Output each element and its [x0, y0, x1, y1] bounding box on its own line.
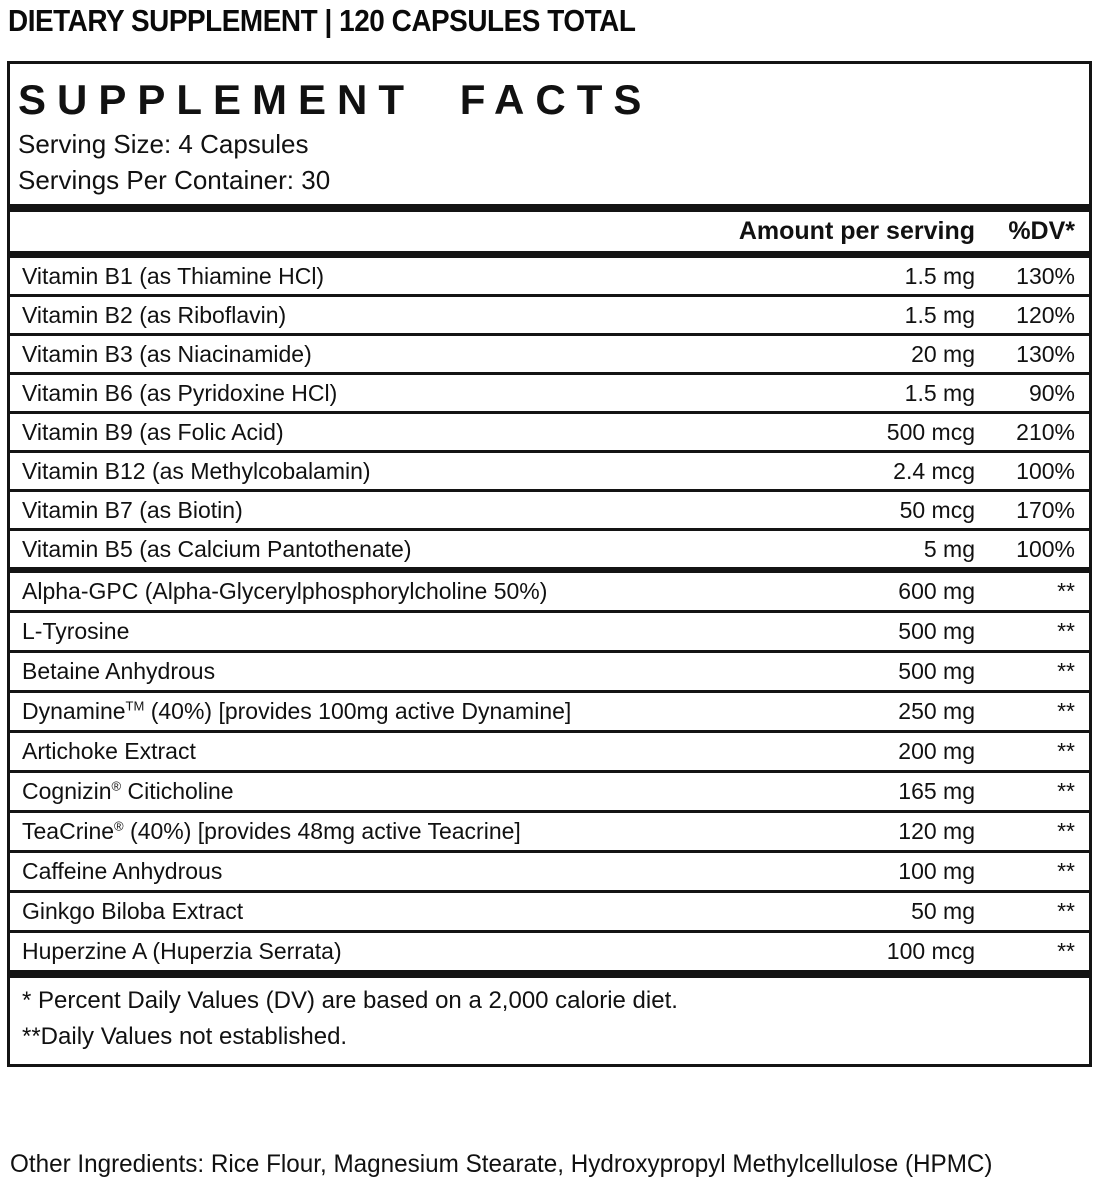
- ingredient-name: [10, 738, 675, 765]
- ingredient-amount: 200 mg: [898, 738, 975, 764]
- ingredient-dv: **: [1057, 618, 1075, 644]
- table-row: [10, 336, 1089, 375]
- ingredient-amount: 5 mg: [923, 535, 975, 562]
- ingredient-dv: **: [1057, 698, 1075, 724]
- ingredient-name-text: Vitamin B3 (as Niacinamide): [22, 340, 312, 367]
- table-row: [10, 773, 1089, 813]
- ingredient-amount: 165 mg: [898, 778, 975, 804]
- ingredient-amount: 50 mg: [911, 898, 975, 924]
- ingredient-name: [10, 938, 675, 965]
- ingredient-name: [10, 578, 675, 605]
- ingredient-name: [10, 536, 675, 563]
- serving-size: Serving Size: 4 Capsules: [18, 129, 309, 159]
- ingredient-name-text: Huperzine A (Huperzia Serrata): [22, 938, 342, 964]
- ingredient-name: [10, 380, 675, 407]
- header-percent-dv: %DV*: [1008, 217, 1075, 245]
- table-row: [10, 853, 1089, 893]
- ingredient-dv: **: [1057, 938, 1075, 964]
- ingredient-name: [10, 458, 675, 485]
- ingredient-name-text: Betaine Anhydrous: [22, 658, 216, 684]
- table-row: [10, 531, 1089, 567]
- ingredient-dv: 170%: [1016, 496, 1075, 523]
- ingredient-name-suffix: (40%) [provides 100mg active Dynamine]: [144, 698, 572, 724]
- ingredient-dv: 130%: [1016, 262, 1075, 289]
- ingredient-name: [10, 497, 675, 524]
- ingredient-dv: 120%: [1016, 301, 1075, 328]
- table-row: [10, 693, 1089, 733]
- ingredient-amount: 500 mg: [898, 658, 975, 684]
- table-row: [10, 933, 1089, 970]
- ingredient-name-text: TeaCrine: [22, 818, 115, 844]
- footnote-daily-values: * Percent Daily Values (DV) are based on a 2,000 calorie diet.: [22, 987, 678, 1014]
- header-amount-per-serving: Amount per serving: [738, 217, 975, 245]
- ingredient-name: [10, 698, 675, 725]
- ingredient-name-text: Dynamine: [22, 698, 126, 724]
- ingredient-dv: **: [1057, 898, 1075, 924]
- ingredient-dv: 90%: [1028, 379, 1075, 406]
- ingredient-name-suffix: (40%) [provides 48mg active Teacrine]: [123, 818, 521, 844]
- table-row: [10, 573, 1089, 613]
- ingredient-name-text: Caffeine Anhydrous: [22, 858, 223, 884]
- product-top-title: DIETARY SUPPLEMENT | 120 CAPSULES TOTAL: [8, 3, 636, 38]
- ingredient-amount: 100 mcg: [886, 938, 975, 964]
- trademark-mark: ®: [114, 818, 124, 834]
- ingredient-name-text: Vitamin B9 (as Folic Acid): [22, 418, 284, 445]
- ingredient-name-text: Vitamin B7 (as Biotin): [22, 496, 243, 523]
- ingredient-dv: **: [1057, 578, 1075, 604]
- panel-title: SUPPLEMENT FACTS: [18, 76, 653, 123]
- ingredient-dv: **: [1057, 778, 1075, 804]
- divider-bar-header: [10, 251, 1089, 258]
- ingredient-amount: 250 mg: [898, 698, 975, 724]
- table-row: [10, 613, 1089, 653]
- divider-bar-bottom: [10, 970, 1089, 978]
- supplement-facts-panel: [7, 61, 1092, 1067]
- table-row: [10, 893, 1089, 933]
- ingredient-amount: 100 mg: [898, 858, 975, 884]
- footnote-not-established: **Daily Values not established.: [22, 1023, 348, 1050]
- ingredient-dv: **: [1057, 858, 1075, 884]
- ingredient-name: [10, 341, 675, 368]
- ingredient-name: [10, 419, 675, 446]
- table-row: [10, 492, 1089, 531]
- ingredient-dv: 100%: [1016, 535, 1075, 562]
- table-header-row: [10, 212, 1089, 251]
- ingredient-dv: 210%: [1016, 418, 1075, 445]
- ingredient-name-text: Vitamin B1 (as Thiamine HCl): [22, 262, 325, 289]
- table-row: [10, 375, 1089, 414]
- ingredient-dv: 100%: [1016, 457, 1075, 484]
- ingredient-dv: **: [1057, 818, 1075, 844]
- other-ingredients: Other Ingredients: Rice Flour, Magnesium Stearate, Hydroxypropyl Methylcellulose (HPMC): [10, 1150, 993, 1178]
- ingredient-name-suffix: Citicholine: [121, 778, 234, 804]
- ingredient-name: [10, 818, 675, 845]
- table-row: [10, 813, 1089, 853]
- ingredient-name-text: Vitamin B12 (as Methylcobalamin): [22, 457, 371, 484]
- blend-section: [10, 573, 1089, 970]
- ingredient-dv: 130%: [1016, 340, 1075, 367]
- ingredient-dv: **: [1057, 738, 1075, 764]
- ingredient-name: [10, 778, 675, 805]
- ingredient-name-text: Vitamin B2 (as Riboflavin): [22, 301, 287, 328]
- table-row: [10, 414, 1089, 453]
- table-row: [10, 653, 1089, 693]
- ingredient-name-text: Artichoke Extract: [22, 738, 196, 764]
- ingredient-name: [10, 898, 675, 925]
- vitamins-section: [10, 258, 1089, 567]
- ingredient-name: [10, 263, 675, 290]
- ingredient-amount: 120 mg: [898, 818, 975, 844]
- ingredient-name: [10, 858, 675, 885]
- ingredient-name-text: Vitamin B5 (as Calcium Pantothenate): [22, 535, 412, 562]
- ingredient-name-text: Vitamin B6 (as Pyridoxine HCl): [22, 379, 338, 406]
- ingredient-amount: 1.5 mg: [904, 262, 975, 289]
- trademark-mark: ®: [111, 778, 122, 794]
- table-row: [10, 733, 1089, 773]
- ingredient-amount: 1.5 mg: [904, 301, 975, 328]
- trademark-mark: TM: [125, 698, 145, 714]
- ingredient-dv: **: [1057, 658, 1075, 684]
- footnotes: [10, 978, 1089, 1064]
- table-row: [10, 297, 1089, 336]
- ingredient-name-text: Ginkgo Biloba Extract: [22, 898, 244, 924]
- divider-bar-top: [10, 204, 1089, 212]
- table-row: [10, 453, 1089, 492]
- ingredient-amount: 600 mg: [898, 578, 975, 604]
- ingredient-name: [10, 302, 675, 329]
- ingredient-amount: 20 mg: [911, 340, 975, 367]
- ingredient-name: [10, 618, 675, 645]
- ingredient-amount: 500 mcg: [886, 418, 975, 445]
- servings-per-container: Servings Per Container: 30: [18, 165, 331, 195]
- ingredient-name-text: Alpha-GPC (Alpha-Glycerylphosphorylcholine 50%): [22, 578, 548, 604]
- ingredient-amount: 500 mg: [898, 618, 975, 644]
- ingredient-amount: 2.4 mcg: [893, 457, 975, 484]
- ingredient-name: [10, 658, 675, 685]
- ingredient-name-text: L-Tyrosine: [22, 618, 130, 644]
- ingredient-amount: 50 mcg: [899, 496, 975, 523]
- table-row: [10, 258, 1089, 297]
- ingredient-amount: 1.5 mg: [904, 379, 975, 406]
- ingredient-name-text: Cognizin: [22, 778, 112, 804]
